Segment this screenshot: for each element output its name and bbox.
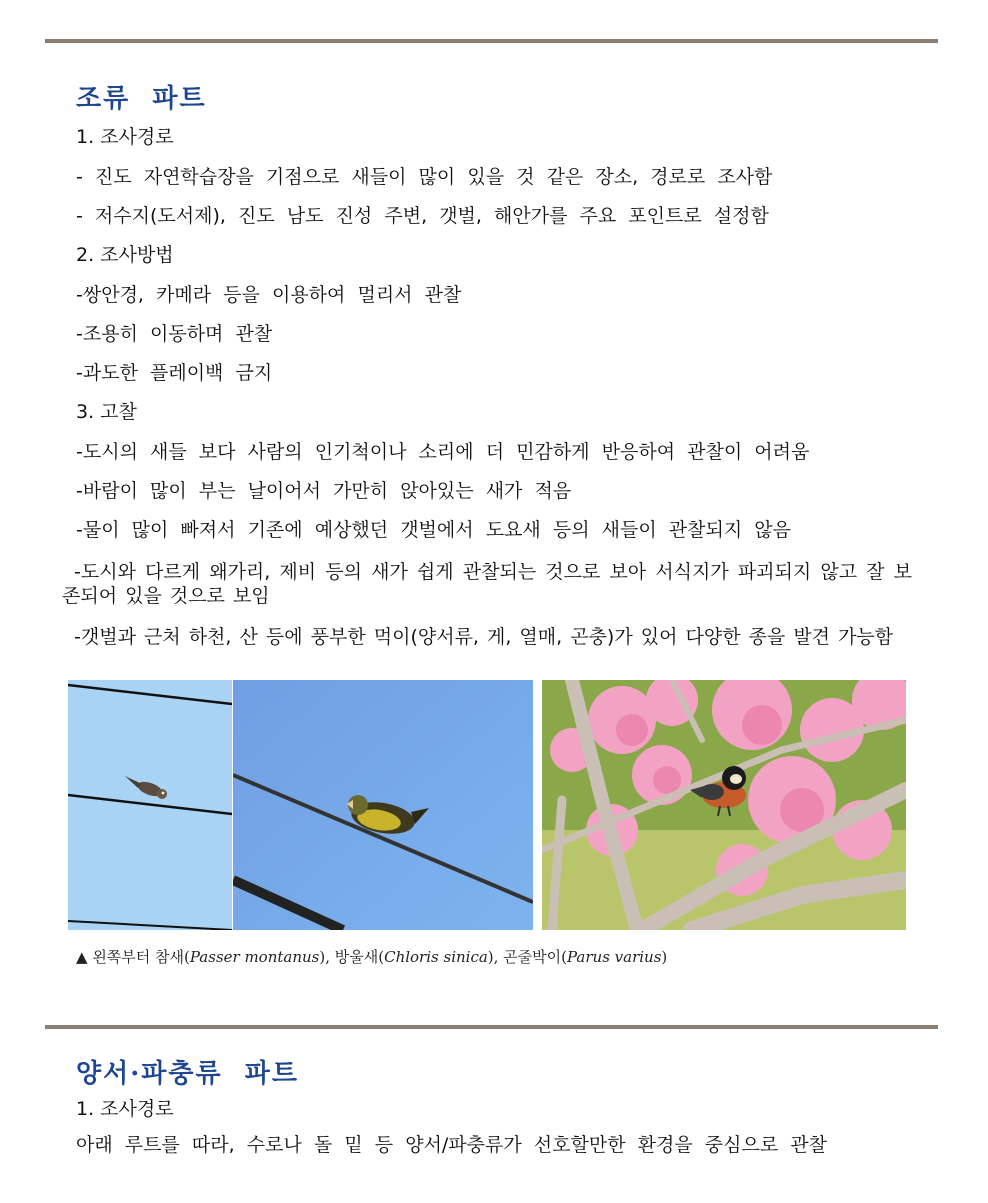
section-divider <box>45 1025 938 1029</box>
method-item-1: -쌍안경, 카메라 등을 이용하여 멀리서 관찰 <box>76 284 462 306</box>
top-divider <box>45 39 938 43</box>
photo-caption <box>76 946 667 967</box>
herp-route-heading: 1. 조사경로 <box>76 1098 174 1120</box>
herp-route-text: 아래 루트를 따라, 수로나 돌 밑 등 양서/파충류가 선호할만한 환경을 중심으로 관찰 <box>76 1134 827 1156</box>
caption-species-1: Passer montanus <box>189 948 320 966</box>
route-item-1: - 진도 자연학습장을 기점으로 새들이 많이 있을 것 같은 장소, 경로로 조사함 <box>76 166 773 188</box>
sparrow-image <box>68 680 232 930</box>
greenfinch-image <box>233 680 533 930</box>
caption-species-3: Parus varius <box>567 948 662 966</box>
discussion-heading: 3. 고찰 <box>76 401 137 423</box>
discussion-item-2: -바람이 많이 부는 날이어서 가만히 앉아있는 새가 적음 <box>76 480 572 502</box>
caption-species-2: Chloris sinica <box>384 948 488 966</box>
caption-marker: ▲ <box>76 948 88 966</box>
photo-greenfinch <box>233 680 533 930</box>
discussion-item-3: -물이 많이 빠져서 기존에 예상했던 갯벌에서 도요새 등의 새들이 관찰되지 않음 <box>76 519 791 541</box>
caption-lead: 왼쪽부터 참새( <box>87 948 190 966</box>
photo-sparrow <box>68 680 232 930</box>
discussion-item-4-text: -도시와 다르게 왜가리, 제비 등의 새가 쉽게 관찰되는 것으로 보아 서식지가 파괴되지 않고 잘 보존되어 있을 것으로 보임 <box>62 561 912 607</box>
method-item-3: -과도한 플레이백 금지 <box>76 362 273 384</box>
caption-end: ) <box>661 948 668 966</box>
discussion-item-5 <box>62 625 912 649</box>
photo-varied-tit <box>542 680 906 930</box>
method-heading: 2. 조사방법 <box>76 244 174 266</box>
method-item-2: -조용히 이동하며 관찰 <box>76 323 273 345</box>
section-title-birds: 조류 파트 <box>76 84 207 114</box>
discussion-item-4 <box>62 560 912 608</box>
discussion-item-5-text: -갯벌과 근처 하천, 산 등에 풍부한 먹이(양서류, 게, 열매, 곤충)가 있어 다양한 종을 발견 가능함 <box>74 626 894 648</box>
route-item-2: - 저수지(도서제), 진도 남도 진성 주변, 갯벌, 해안가를 주요 포인트로 설정함 <box>76 205 769 227</box>
caption-mid-1: ), 방울새( <box>319 948 385 966</box>
discussion-item-1: -도시의 새들 보다 사람의 인기척이나 소리에 더 민감하게 반응하여 관찰이 어려움 <box>76 441 810 463</box>
caption-mid-2: ), 곤줄박이( <box>487 948 567 966</box>
varied-tit-image <box>542 680 906 930</box>
section-title-herps: 양서·파충류 파트 <box>76 1059 299 1089</box>
route-heading: 1. 조사경로 <box>76 126 174 148</box>
